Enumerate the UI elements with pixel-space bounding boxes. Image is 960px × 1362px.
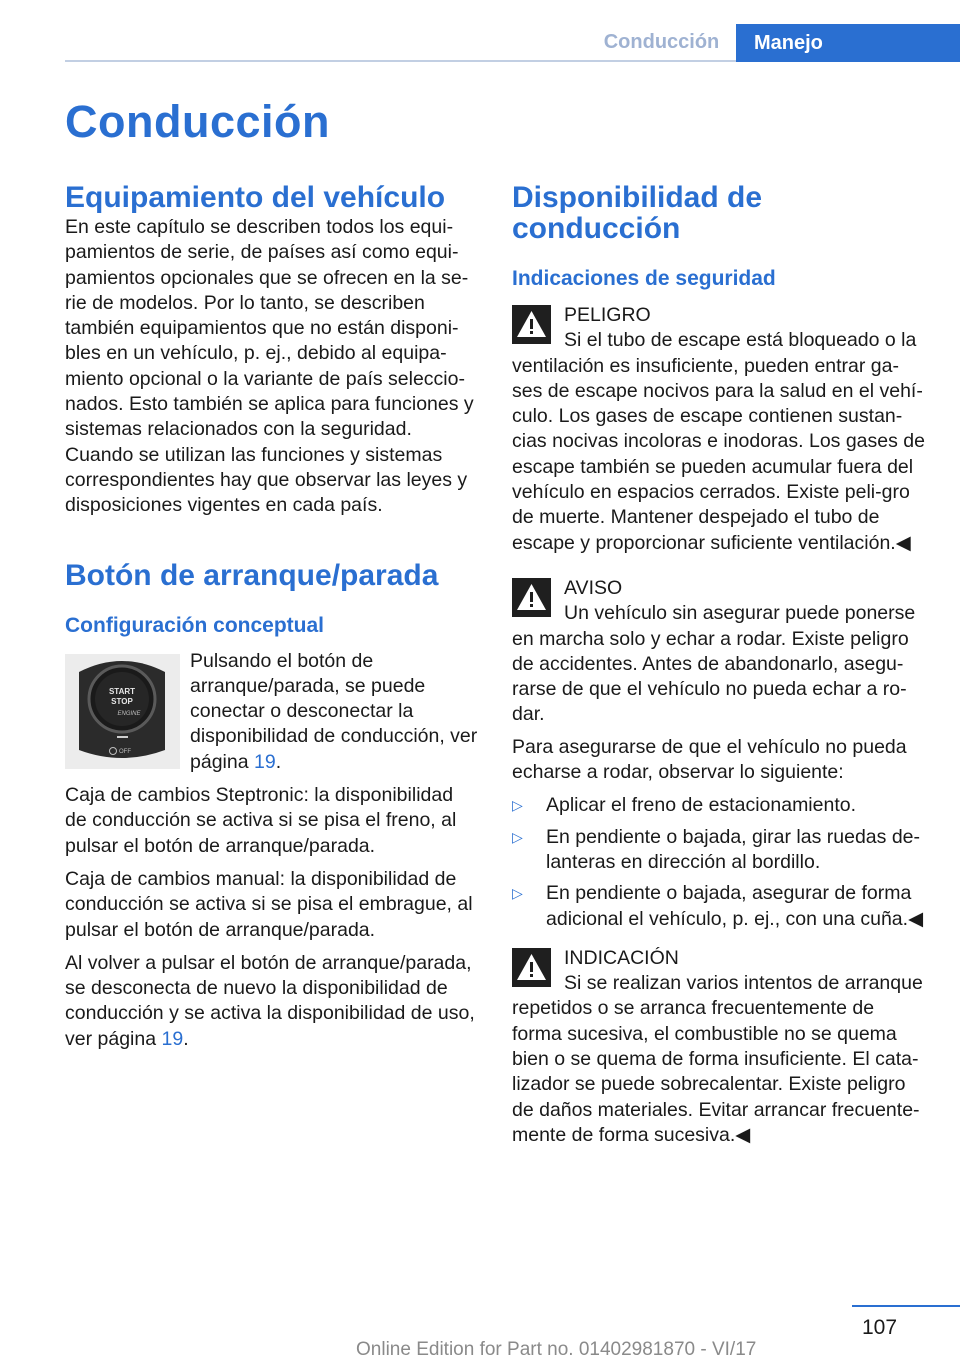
list-item: ▷ Aplicar el freno de estacionamiento. bbox=[512, 793, 925, 818]
list-item: ▷ En pendiente o bajada, asegurar de forma adicional el vehículo, p. ej., con una cuña.◀ bbox=[512, 882, 924, 930]
off-label: OFF bbox=[119, 748, 131, 755]
page-link-19[interactable]: 19 bbox=[253, 750, 276, 773]
equipamiento-text: En este capítulo se describen todos los equi‐pamientos de serie, de países así como equi‐pamientos opcionales que se ofrecen en la se‐rie de modelos. Por lo tanto, se describen también equipamientos que no están disponi‐bles en un vehículo, p. ej., debido al equipa‐miento opcional o la variante de país seleccio‐nados. Esto también se aplica para funciones y sistemas relacionados con la seguridad. Cuando se utilizan las funciones y sistemas correspondientes hay que observar las leyes y disposiciones vigentes en cada país. bbox=[65, 216, 474, 517]
right-column bbox=[512, 182, 925, 1148]
subtitle-indicaciones: Indicaciones de seguridad bbox=[512, 267, 776, 290]
page-number: 107 bbox=[862, 1316, 898, 1339]
start-stop-button-image bbox=[65, 654, 180, 769]
page-link-19-b[interactable]: 19 bbox=[161, 1027, 184, 1050]
warning-aviso bbox=[512, 576, 925, 728]
triangle-bullet-icon: ▷ bbox=[512, 797, 523, 814]
stop-label: STOP bbox=[111, 696, 133, 706]
checklist bbox=[512, 793, 925, 931]
warning-label: PELIGRO bbox=[564, 304, 651, 326]
chapter-title: Conducción bbox=[65, 96, 330, 147]
para-asegurar: Para asegurarse de que el vehículo no pueda echarse a rodar, observar lo siguiente: bbox=[512, 735, 907, 784]
warning-triangle-icon bbox=[512, 578, 551, 617]
warning-label: INDICACIÓN bbox=[564, 946, 679, 969]
footer-rule bbox=[852, 1305, 960, 1307]
warning-text: Si se realizan varios intentos de arranque repetidos o se arranca frecuentemente de forma sucesiva, el combustible no se quema bien o se quema de forma insuficiente. El cata‐lizador se puede sobrecalentar. Existe peligro de daños materiales. Evitar arrancar frecuente‐mente de forma sucesiva.◀ bbox=[512, 972, 923, 1146]
boton-paragraph-3: Caja de cambios manual: la disponibilidad de conducción se activa si se pisa el embrague, al pulsar el botón de arranque/parada. bbox=[65, 867, 473, 941]
boton-paragraph-4: Al volver a pulsar el botón de arranque/parada, se desconecta de nuevo la disponibilidad de conducción y se activa la disponibilidad de uso, ver página 19. bbox=[65, 951, 475, 1050]
warning-peligro bbox=[512, 303, 925, 556]
tab-manejo[interactable]: Manejo bbox=[736, 24, 960, 62]
list-item: ▷ En pendiente o bajada, girar las ruedas de‐lanteras en dirección al bordillo. bbox=[512, 825, 921, 873]
engine-label: ENGINE bbox=[117, 710, 141, 717]
warning-label: AVISO bbox=[564, 576, 623, 599]
start-label: START bbox=[108, 686, 136, 696]
section-title-boton: Botón de arranque/parada bbox=[65, 558, 439, 592]
warning-text: Un vehículo sin asegurar puede ponerse en marcha solo y echar a rodar. Existe peligro de accidentes. Antes de abandonarlo, asegu‐rarse de que el vehículo no pueda echar a ro‐dar. bbox=[512, 602, 916, 726]
boton-paragraph-2: Caja de cambios Steptronic: la disponibilidad de conducción se activa si se pisa el freno, al pulsar el botón de arranque/parada. bbox=[65, 784, 457, 857]
subtitle-configuracion: Configuración conceptual bbox=[65, 613, 325, 637]
section-title-disponibilidad: Disponibilidad de conducción bbox=[512, 181, 763, 245]
warning-text: Si el tubo de escape está bloqueado o la ventilación es insuficiente, pueden entrar ga‐ses de escape nocivos para la salud en el vehí‐culo. Los gases de escape contienen sustan‐cias nocivas incoloras e inodoras. Los gases de escape también se pueden acumular fuera del vehículo en espacios cerrados. Existe peli‐gro de muerte. Mantener despejado el tubo de escape y proporcionar suficiente ventilación.◀ bbox=[512, 329, 925, 554]
warning-triangle-icon bbox=[512, 305, 551, 344]
edition-footer: Online Edition for Part no. 01402981870 - VI/17 bbox=[356, 1339, 757, 1360]
left-column bbox=[65, 182, 478, 1052]
triangle-bullet-icon: ▷ bbox=[512, 828, 523, 845]
warning-indicacion bbox=[512, 946, 925, 1148]
triangle-bullet-icon: ▷ bbox=[512, 885, 523, 902]
warning-triangle-icon bbox=[512, 948, 551, 987]
section-title-equipamiento: Equipamiento del vehículo bbox=[65, 181, 446, 214]
boton-paragraph-1: Pulsando el botón de arranque/parada, se puede conectar o desconectar la disponibilidad de conducción, ver página 19. bbox=[190, 649, 478, 773]
tab-conduccion[interactable]: Conducción bbox=[603, 31, 720, 53]
